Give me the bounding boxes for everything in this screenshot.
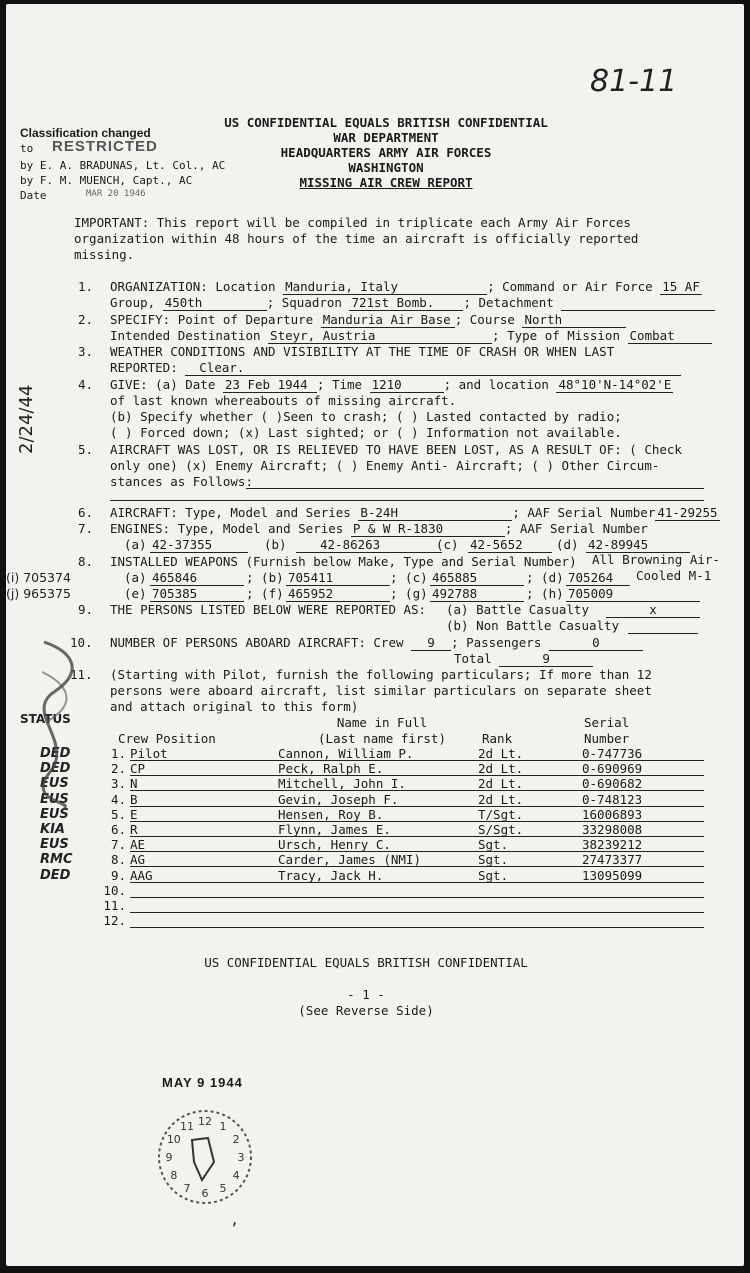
crew-row-line: [130, 897, 704, 898]
bottom-mark: ʼ: [230, 1221, 239, 1237]
mission-label: ; Type of Mission: [492, 328, 620, 343]
squadron-label: ; Squadron: [266, 295, 342, 310]
item-6-number: 6.: [78, 505, 94, 520]
engine-serial-d-label: (d): [556, 537, 579, 552]
item-5-blank-line-2: [110, 500, 704, 501]
engine-serial-c: 42-5652: [468, 538, 552, 553]
departure-value: Manduria Air Base: [321, 313, 455, 328]
received-date-stamp: MAY 9 1944: [162, 1075, 243, 1090]
crew-name: Cannon, William P.: [278, 746, 414, 761]
margin-handwritten-date: 2/24/44: [16, 384, 37, 454]
crew-row-number: 10.: [103, 883, 126, 898]
crew-row-number: 6.: [110, 822, 126, 837]
crew-serial: 38239212: [582, 837, 643, 852]
item-7-number: 7.: [78, 521, 94, 536]
important-line-1: IMPORTANT: This report will be compiled in triplicate each Army Air Forces: [74, 215, 631, 230]
department: WAR DEPARTMENT: [333, 130, 439, 145]
item-2-row-2: [110, 329, 712, 344]
crew-serial: 16006893: [582, 807, 643, 822]
crew-rank: T/Sgt.: [478, 807, 524, 822]
classification-to-label: to: [20, 142, 34, 155]
report-title: MISSING AIR CREW REPORT: [299, 175, 473, 190]
clock-number: 6: [201, 1187, 209, 1200]
weather-line-2: [110, 361, 681, 376]
crew-serial: 0-748123: [582, 792, 643, 807]
item-11-line-2: persons were aboard aircraft, list similar particulars on separate sheet: [110, 683, 652, 698]
weapons-type-hand-2: Cooled M-1: [636, 568, 712, 583]
crew-status: DED: [40, 746, 71, 761]
squadron-value: 721st Bomb.: [349, 296, 463, 311]
item-4-line-4: ( ) Forced down; (x) Last sighted; or ( ) Information not available.: [110, 425, 622, 440]
give-time: 1210: [370, 378, 444, 393]
crew-position: CP: [130, 761, 146, 776]
crew-row-number: 9.: [110, 868, 126, 883]
weapon-f-label: ; (f): [246, 586, 284, 601]
item-8-number: 8.: [78, 554, 94, 569]
weapon-d-label: ; (d): [526, 570, 564, 585]
crew-rank: Sgt.: [478, 868, 509, 883]
engine-serial-a: 42-37355: [150, 538, 248, 553]
detachment-label: ; Detachment: [463, 295, 554, 310]
weapons-type-hand: All Browning Air-: [592, 552, 720, 567]
header-serial-2: Number: [584, 731, 630, 746]
classification-by-2: by F. M. MUENCH, Capt., AC: [20, 174, 193, 187]
classification-date: MAR 20 1946: [86, 189, 146, 199]
crew-row-line: [130, 866, 704, 867]
time-label: ; Time: [316, 377, 363, 392]
total-count: 9: [499, 652, 593, 667]
crew-position: AAG: [130, 868, 153, 883]
crew-position: AG: [130, 852, 146, 867]
item-4-number: 4.: [78, 377, 94, 392]
weapons-label: INSTALLED WEAPONS (Furnish below Make, Type and Serial Number): [110, 554, 577, 569]
weapon-e-label: (e): [124, 586, 147, 601]
weather-line-1: WEATHER CONDITIONS AND VISIBILITY AT THE TIME OF CRASH OR WHEN LAST: [110, 344, 615, 359]
item-5-line-3: stances as Follows:: [110, 474, 253, 489]
security-line-bottom: US CONFIDENTIAL EQUALS BRITISH CONFIDENTIAL: [204, 955, 528, 970]
item-2-row: [110, 313, 626, 328]
non-battle-casualty-label: (b) Non Battle Casualty: [446, 618, 620, 633]
engines-label: ENGINES: Type, Model and Series: [110, 521, 344, 536]
crew-row-number: 11.: [103, 898, 126, 913]
aircraft-type: B-24H: [358, 506, 512, 521]
crew-position: N: [130, 776, 138, 791]
crew-status: EUS: [40, 776, 69, 791]
item-2-number: 2.: [78, 312, 94, 327]
header-name: Name in Full: [336, 715, 428, 730]
clock-number: 12: [198, 1115, 212, 1128]
clock-stamp: [150, 1102, 260, 1212]
persons-reported-label: THE PERSONS LISTED BELOW WERE REPORTED AS:: [110, 602, 427, 617]
crew-row-line: [130, 882, 704, 883]
destination-label: Intended Destination: [110, 328, 261, 343]
item-5-number: 5.: [78, 442, 94, 457]
engine-serial-d: 42-89945: [586, 538, 690, 553]
status-stamp-scribble: [34, 632, 98, 812]
crew-row-number: 8.: [110, 852, 126, 867]
crew-status: DED: [40, 761, 71, 776]
item-4-line-3: (b) Specify whether ( )Seen to crash; ( ) Lasted contacted by radio;: [110, 409, 622, 424]
engines-type: P & W R-1830: [351, 522, 505, 537]
header-rank: Rank: [482, 731, 513, 746]
document-page: [6, 4, 744, 1266]
item-11-line-3: and attach original to this form): [110, 699, 359, 714]
give-label: GIVE: (a) Date: [110, 377, 216, 392]
crew-status: KIA: [40, 822, 65, 837]
crew-status: EUS: [40, 807, 69, 822]
weather-value: Clear.: [185, 361, 681, 376]
weapon-c: 465885: [430, 571, 524, 586]
crew-position: Pilot: [130, 746, 168, 761]
security-line-top: US CONFIDENTIAL EQUALS BRITISH CONFIDENTIAL: [224, 115, 548, 130]
crew-serial: 13095099: [582, 868, 643, 883]
classification-by-1: by E. A. BRADUNAS, Lt. Col., AC: [20, 159, 226, 172]
engine-serial-b-label: (b): [264, 537, 287, 552]
passenger-count: 0: [549, 636, 643, 651]
non-battle-casualty-line: [628, 633, 698, 634]
weapon-c-label: ; (c): [390, 570, 428, 585]
departure-label: SPECIFY: Point of Departure: [110, 312, 314, 327]
battle-casualty-label: (a) Battle Casualty: [446, 602, 589, 617]
crew-status: DED: [40, 868, 71, 883]
weapon-b: 705411: [286, 571, 390, 586]
crew-name: Gevin, Joseph F.: [278, 792, 399, 807]
item-5-line-1: AIRCRAFT WAS LOST, OR IS RELIEVED TO HAVE BEEN LOST, AS A RESULT OF: ( Check: [110, 442, 682, 457]
persons-aboard-label: NUMBER OF PERSONS ABOARD AIRCRAFT: Crew: [110, 635, 404, 650]
margin-weapon-j: (j) 965375: [6, 586, 71, 601]
crew-row-number: 12.: [103, 913, 126, 928]
clock-number: 4: [232, 1169, 240, 1182]
classification-restricted: RESTRICTED: [52, 138, 158, 155]
give-location: 48°10'N-14°02'E: [558, 377, 672, 392]
engine-serial-b: 42-86263: [296, 538, 442, 553]
crew-name: Carder, James (NMI): [278, 852, 421, 867]
weapon-h: 705009: [566, 587, 700, 602]
classification-changed: Classification changed: [20, 126, 151, 140]
item-11-number: 11.: [70, 667, 93, 682]
reported-label: REPORTED:: [110, 360, 178, 375]
weapon-g-label: ; (g): [390, 586, 428, 601]
detachment-value: [561, 296, 715, 311]
crew-status: EUS: [40, 837, 69, 852]
crew-position: AE: [130, 837, 146, 852]
total-label: Total: [454, 651, 492, 666]
important-line-2: organization within 48 hours of the time an aircraft is officially reported: [74, 231, 639, 246]
crew-row-number: 4.: [110, 792, 126, 807]
crew-row-number: 3.: [110, 776, 126, 791]
header-serial: Serial: [584, 715, 630, 730]
crew-serial: 27473377: [582, 852, 643, 867]
crew-name: Flynn, James E.: [278, 822, 391, 837]
weapon-b-label: ; (b): [246, 570, 284, 585]
command-label: ; Command or Air Force: [487, 279, 653, 294]
clock-number: 2: [232, 1133, 240, 1146]
crew-rank: 2d Lt.: [478, 776, 524, 791]
weapon-h-label: ; (h): [526, 586, 564, 601]
page-number: - 1 -: [347, 987, 385, 1002]
weapon-e: 705385: [150, 587, 244, 602]
item-10-row: [110, 636, 643, 651]
group-value: 450th: [163, 296, 267, 311]
handwritten-file-number: 81-11: [590, 64, 678, 99]
item-5-line-2: only one) (x) Enemy Aircraft; ( ) Enemy Anti- Aircraft; ( ) Other Circum-: [110, 458, 660, 473]
organization-location: Manduria, Italy: [283, 280, 487, 295]
clock-number: 7: [183, 1182, 191, 1196]
crew-position: R: [130, 822, 138, 837]
crew-row-number: 1.: [110, 746, 126, 761]
crew-row-number: 5.: [110, 807, 126, 822]
crew-name: Hensen, Roy B.: [278, 807, 384, 822]
clock-number: 8: [170, 1169, 178, 1182]
crew-row-number: 7.: [110, 837, 126, 852]
crew-rank: 2d Lt.: [478, 746, 524, 761]
header-name-2: (Last name first): [318, 731, 446, 746]
aircraft-serial: 41-29255: [657, 505, 718, 520]
course-label: ; Course: [454, 312, 515, 327]
crew-rank: Sgt.: [478, 837, 509, 852]
item-1-row: [110, 280, 702, 295]
item-1-row-2: [110, 296, 715, 311]
crew-row-line: [130, 912, 704, 913]
item-6-row: [110, 506, 720, 521]
clock-number: 5: [219, 1182, 227, 1196]
crew-status: RMC: [40, 852, 73, 867]
group-label: Group,: [110, 295, 156, 310]
aircraft-label: AIRCRAFT: Type, Model and Series: [110, 505, 351, 520]
weapon-g: 492788: [430, 587, 524, 602]
header-crew-position: Crew Position: [118, 731, 216, 746]
mission-value: Combat: [628, 329, 712, 344]
course-value: North: [522, 313, 626, 328]
clock-number: 1: [219, 1119, 227, 1133]
crew-name: Peck, Ralph E.: [278, 761, 384, 776]
crew-serial: 0-690682: [582, 776, 643, 791]
weapon-a-label: (a): [124, 570, 147, 585]
item-1-number: 1.: [78, 279, 94, 294]
crew-serial: 33298008: [582, 822, 643, 837]
important-line-3: missing.: [74, 247, 135, 262]
item-7-row: [110, 522, 648, 537]
engines-serial-label: ; AAF Serial Number: [504, 521, 648, 536]
crew-serial: 0-747736: [582, 746, 643, 761]
command-value: 15 AF: [662, 279, 700, 294]
engine-serial-c-label: (c): [436, 537, 459, 552]
crew-rank: S/Sgt.: [478, 822, 524, 837]
crew-name: Tracy, Jack H.: [278, 868, 384, 883]
item-4-line-2: of last known whereabouts of missing aircraft.: [110, 393, 457, 408]
engine-serial-a-label: (a): [124, 537, 147, 552]
battle-casualty-mark: x: [606, 603, 700, 618]
headquarters: HEADQUARTERS ARMY AIR FORCES: [280, 145, 492, 160]
crew-row-number: 2.: [110, 761, 126, 776]
crew-count: 9: [411, 636, 451, 651]
aircraft-serial-label: ; AAF Serial Number: [512, 505, 656, 520]
item-10-number: 10.: [70, 635, 93, 650]
item-3-number: 3.: [78, 344, 94, 359]
classification-date-label: Date: [20, 189, 47, 202]
item-9-number: 9.: [78, 602, 94, 617]
crew-row-line: [130, 927, 704, 928]
crew-row-line: [130, 790, 704, 791]
crew-name: Mitchell, John I.: [278, 776, 406, 791]
clock-number: 3: [237, 1151, 245, 1164]
item-11-line-1: (Starting with Pilot, furnish the following particulars; If more than 12: [110, 667, 652, 682]
crew-position: B: [130, 792, 138, 807]
give-location-label: ; and location: [443, 377, 549, 392]
total-row: [454, 652, 593, 667]
clock-numbers: [166, 1115, 245, 1200]
margin-weapon-i: (i) 705374: [6, 570, 71, 585]
crew-status: EUS: [40, 792, 69, 807]
clock-number: 10: [166, 1133, 181, 1146]
organization-label: ORGANIZATION: Location: [110, 279, 276, 294]
destination-value: Steyr, Austria: [268, 329, 492, 344]
item-5-blank-line: [246, 488, 704, 489]
passengers-label: ; Passengers: [451, 635, 542, 650]
status-header: STATUS: [20, 712, 71, 726]
crew-rank: 2d Lt.: [478, 761, 524, 776]
clock-number: 11: [180, 1119, 194, 1133]
weapon-f: 465952: [286, 587, 390, 602]
crew-serial: 0-690969: [582, 761, 643, 776]
crew-rank: 2d Lt.: [478, 792, 524, 807]
crew-position: E: [130, 807, 138, 822]
clock-number: 9: [165, 1151, 173, 1164]
weapon-a: 465846: [150, 571, 244, 586]
give-date: 23 Feb 1944: [223, 378, 317, 393]
item-4-row: [110, 378, 673, 393]
crew-rank: Sgt.: [478, 852, 509, 867]
see-reverse: (See Reverse Side): [298, 1003, 434, 1018]
weapon-d: 705264: [566, 571, 630, 586]
crew-name: Ursch, Henry C.: [278, 837, 391, 852]
city: WASHINGTON: [348, 160, 424, 175]
